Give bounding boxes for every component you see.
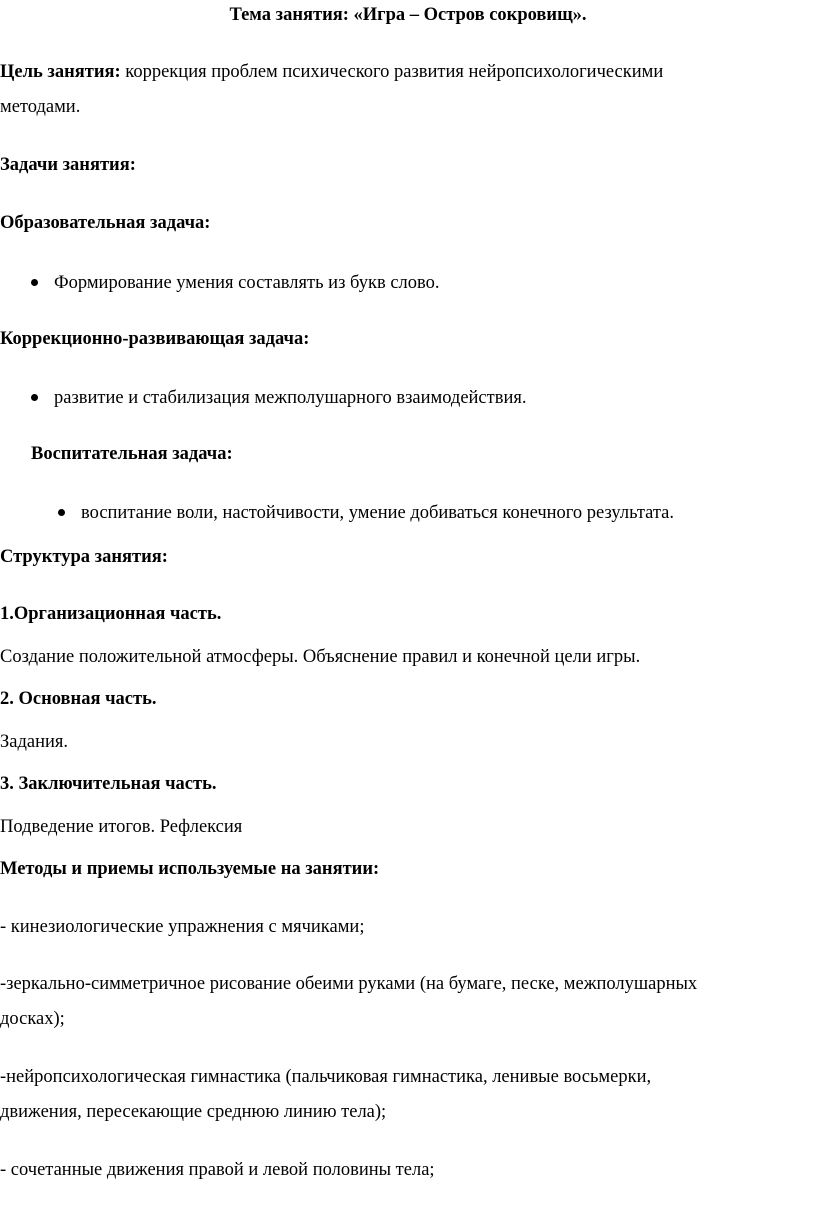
- educational-bullet-text: Формирование умения составлять из букв слово.: [54, 273, 440, 293]
- goal-text: коррекция проблем психического развития нейропсихологическими: [120, 62, 664, 82]
- educational-heading: Образовательная задача:: [0, 213, 211, 233]
- structure-heading: Структура занятия:: [0, 547, 168, 567]
- bullet-icon: [31, 394, 38, 401]
- correctional-heading: Коррекционно-развивающая задача:: [0, 329, 310, 349]
- tasks-heading: Задачи занятия:: [0, 155, 136, 175]
- part1-heading: 1.Организационная часть.: [0, 604, 222, 624]
- part3-heading: 3. Заключительная часть.: [0, 774, 217, 794]
- method-item-3-line-2: движения, пересекающие среднюю линию тела);: [0, 1102, 387, 1122]
- goal-label: Цель занятия:: [0, 62, 121, 82]
- method-item-2-line-1: -зеркально-симметричное рисование обеими руками (на бумаге, песке, межполушарных: [0, 974, 698, 994]
- method-item-4: - сочетанные движения правой и левой половины тела;: [0, 1160, 435, 1180]
- correctional-bullet-text: развитие и стабилизация межполушарного взаимодействия.: [54, 388, 527, 408]
- method-item-2-line-2: досках);: [0, 1009, 65, 1029]
- method-item-1: - кинезиологические упражнения с мячиками;: [0, 917, 365, 937]
- upbringing-bullet-text: воспитание воли, настойчивости, умение добиваться конечного результата.: [81, 503, 675, 523]
- part2-heading: 2. Основная часть.: [0, 689, 157, 709]
- part2-text: Задания.: [0, 732, 69, 752]
- method-item-3-line-1: -нейропсихологическая гимнастика (пальчиковая гимнастика, ленивые восьмерки,: [0, 1067, 652, 1087]
- goal-line-2: методами.: [0, 97, 81, 117]
- upbringing-heading: Воспитательная задача:: [31, 444, 233, 464]
- part3-text: Подведение итогов. Рефлексия: [0, 817, 243, 837]
- bullet-icon: [31, 279, 38, 286]
- bullet-icon: [58, 509, 65, 516]
- goal-line-1: [0, 61, 663, 83]
- page-title: Тема занятия: «Игра – Остров сокровищ».: [229, 5, 587, 25]
- part1-text: Создание положительной атмосферы. Объяснение правил и конечной цели игры.: [0, 647, 641, 667]
- methods-heading: Методы и приемы используемые на занятии:: [0, 859, 380, 879]
